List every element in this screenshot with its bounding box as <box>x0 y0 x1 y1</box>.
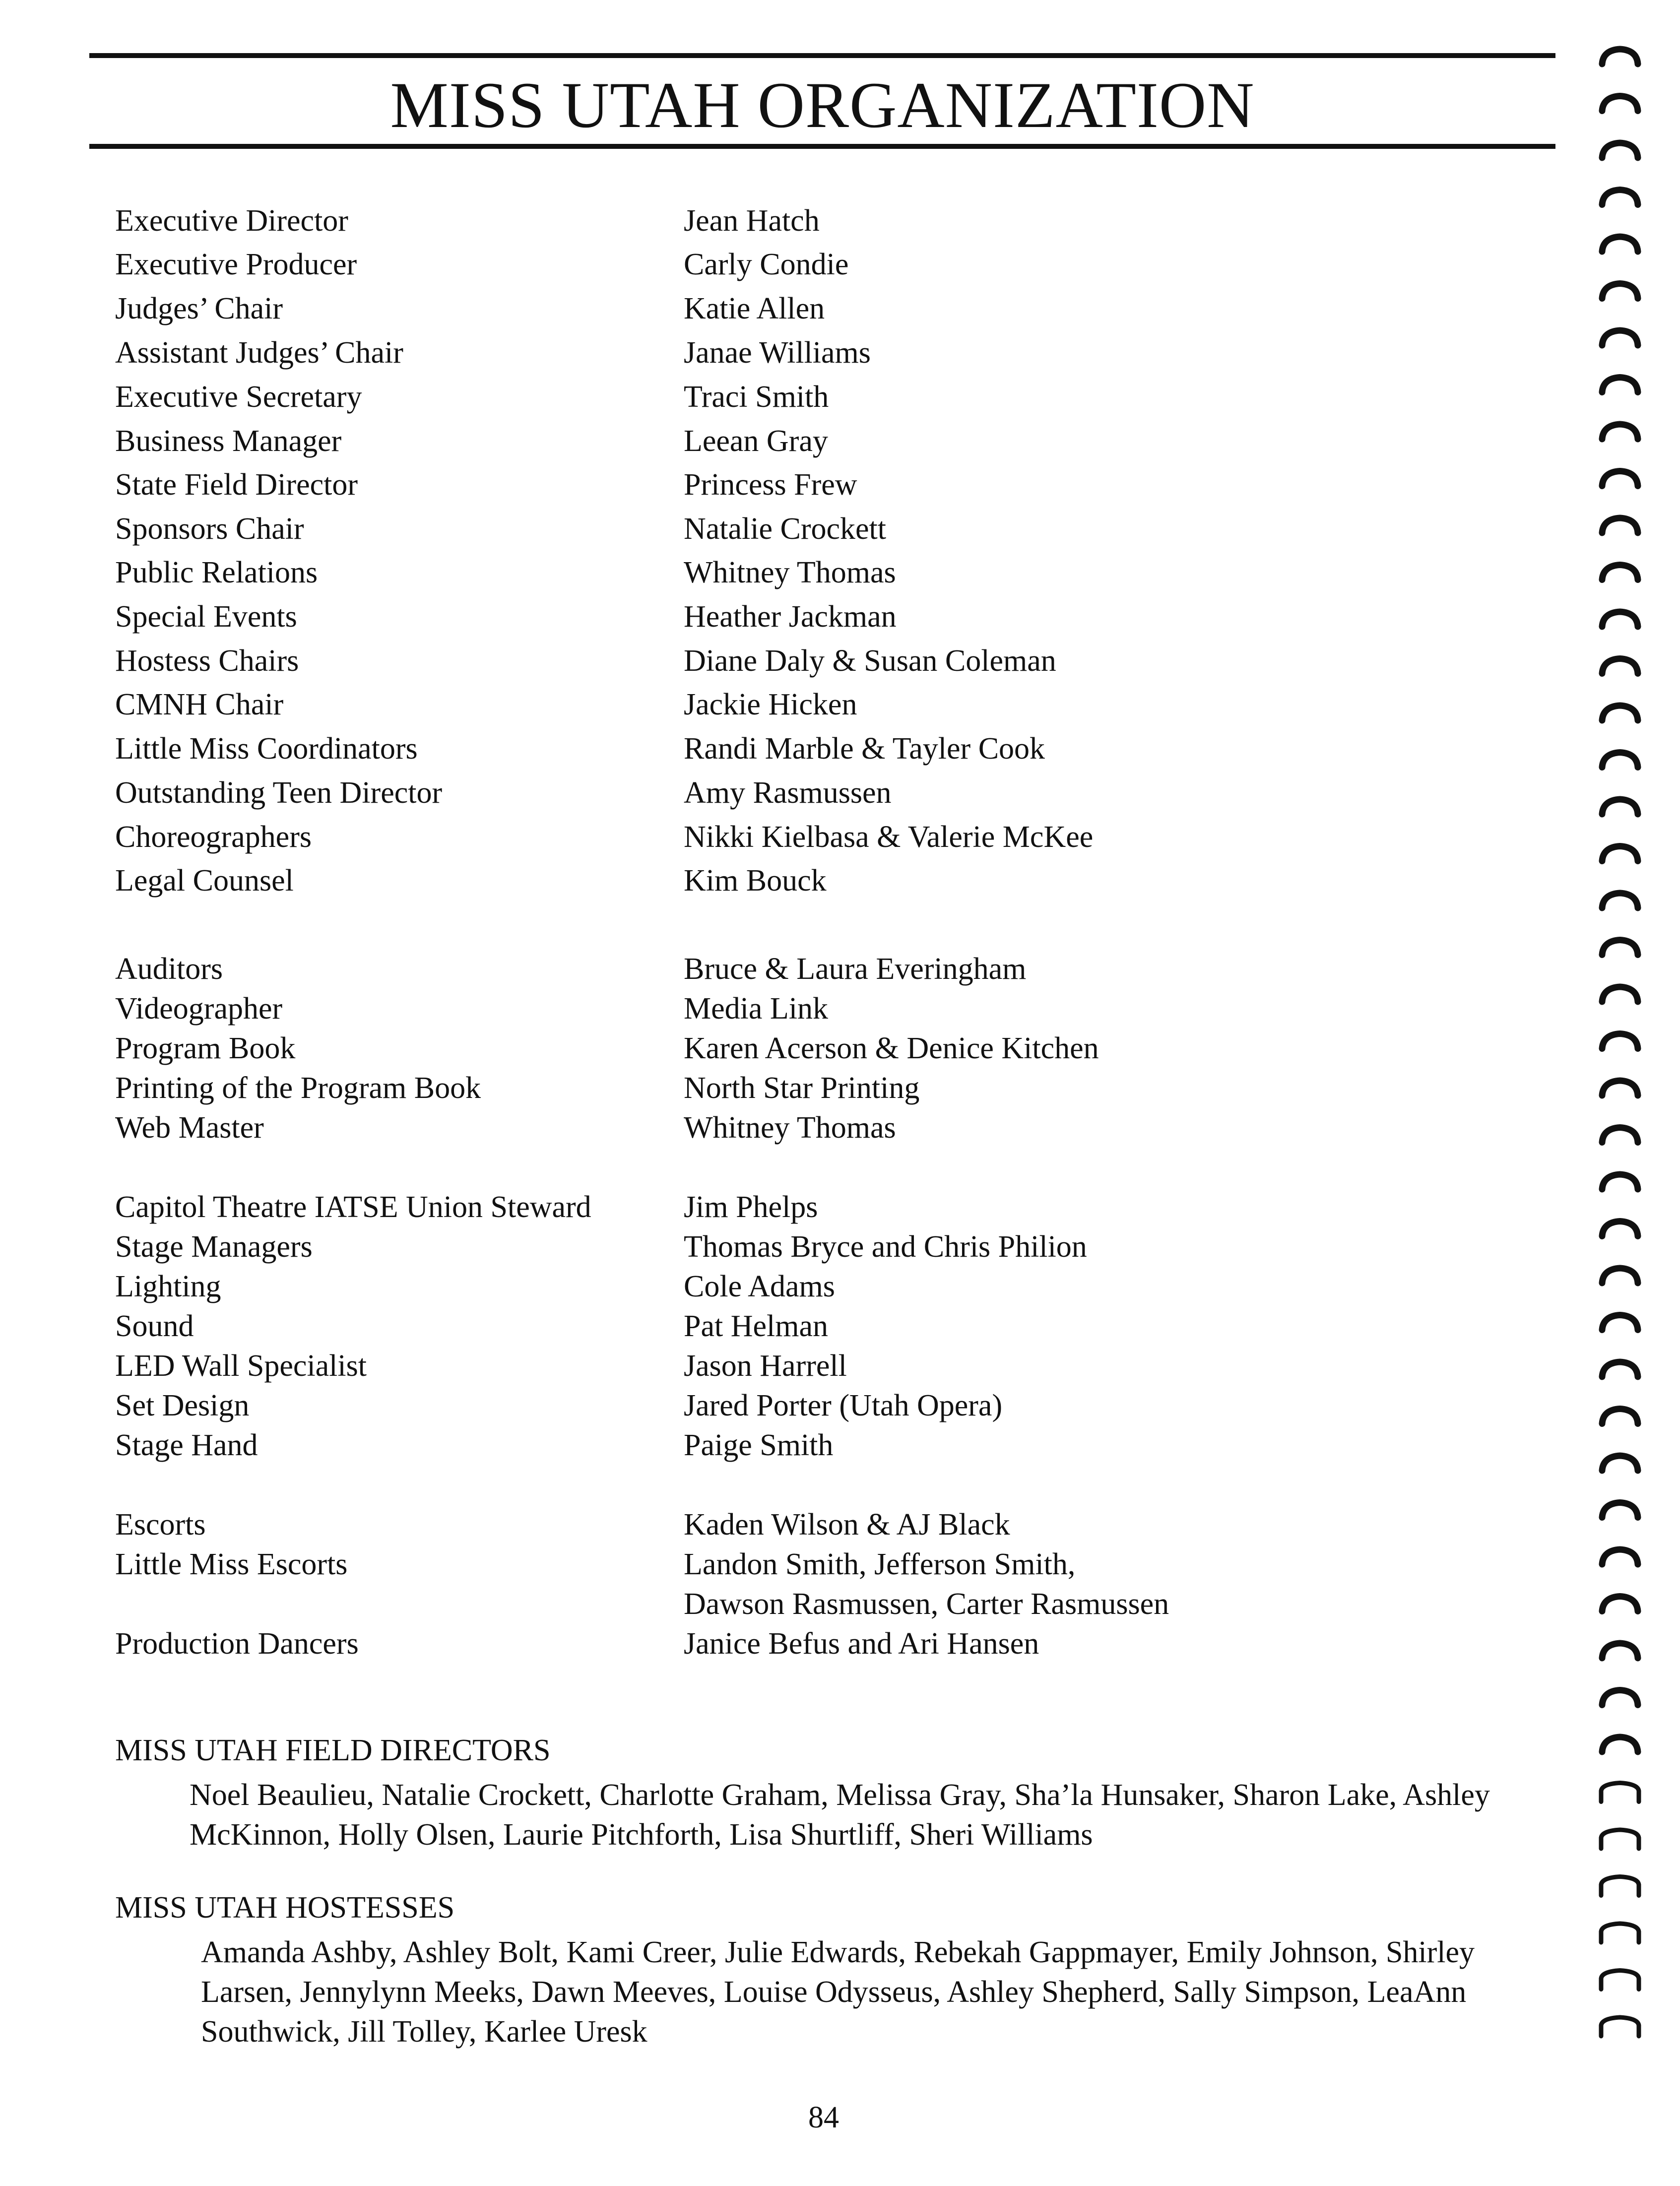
staff-name: Randi Marble & Tayler Cook <box>684 732 1045 766</box>
staff-name: Jared Porter (Utah Opera) <box>684 1389 1003 1422</box>
staff-name: Katie Allen <box>684 292 825 325</box>
binding-ring <box>1602 846 1638 861</box>
binding-ring <box>1602 706 1638 720</box>
binding-ring <box>1602 284 1638 299</box>
staff-name: Whitney Thomas <box>684 556 896 589</box>
staff-role: Lighting <box>115 1270 221 1303</box>
staff-role: Public Relations <box>115 556 318 589</box>
staff-name: Landon Smith, Jefferson Smith, <box>684 1547 1076 1581</box>
staff-name: Media Link <box>684 992 828 1026</box>
binding-ring <box>1601 1971 1639 1990</box>
staff-name: Dawson Rasmussen, Carter Rasmussen <box>684 1587 1169 1621</box>
staff-role: Assistant Judges’ Chair <box>115 336 403 370</box>
binding-ring <box>1602 799 1638 814</box>
staff-name: Traci Smith <box>684 380 829 414</box>
staff-name: Bruce & Laura Everingham <box>684 952 1027 986</box>
binding-ring <box>1602 424 1638 439</box>
staff-name: Jackie Hicken <box>684 688 857 721</box>
staff-role: Executive Secretary <box>115 380 362 414</box>
staff-name: Diane Daly & Susan Coleman <box>684 644 1056 678</box>
staff-role: Choreographers <box>115 820 312 854</box>
binding-ring <box>1602 1503 1638 1518</box>
binding-ring <box>1602 1737 1638 1752</box>
binding-ring <box>1602 1362 1638 1377</box>
staff-role: Printing of the Program Book <box>115 1071 481 1105</box>
staff-name: Princess Frew <box>684 468 857 502</box>
staff-name: Jim Phelps <box>684 1190 818 1224</box>
staff-name: Janae Williams <box>684 336 871 370</box>
binding-ring <box>1601 1924 1639 1942</box>
staff-name: Karen Acerson & Denice Kitchen <box>684 1031 1099 1065</box>
staff-role: Web Master <box>115 1111 264 1145</box>
title-rule-top <box>89 53 1555 58</box>
staff-role: CMNH Chair <box>115 688 284 721</box>
staff-name: Kim Bouck <box>684 864 827 898</box>
spiral-binding <box>1590 0 1650 2186</box>
page-title: MISS UTAH ORGANIZATION <box>390 68 1255 141</box>
staff-name: Whitney Thomas <box>684 1111 896 1145</box>
field-directors-names: Noel Beaulieu, Natalie Crockett, Charlotte Graham, Melissa Gray, Sha’la Hunsaker, Sharon Lake, Ashley McKinnon, Holly Olsen, Laurie Pitchforth, Lisa Shurtliff, Sheri Williams <box>190 1778 1490 1852</box>
staff-role: Production Dancers <box>115 1627 359 1661</box>
binding-ring <box>1602 1690 1638 1705</box>
staff-role: Hostess Chairs <box>115 644 299 678</box>
binding-ring <box>1601 1830 1639 1849</box>
binding-ring <box>1602 330 1638 345</box>
staff-role: Executive Producer <box>115 248 357 281</box>
staff-role: Escorts <box>115 1508 206 1542</box>
binding-ring <box>1602 1081 1638 1095</box>
binding-ring <box>1601 1783 1639 1802</box>
binding-ring <box>1602 1128 1638 1143</box>
staff-role: LED Wall Specialist <box>115 1349 367 1383</box>
binding-ring <box>1602 1409 1638 1424</box>
staff-role: Sound <box>115 1309 194 1343</box>
staff-role: Outstanding Teen Director <box>115 776 443 810</box>
binding-ring <box>1602 893 1638 908</box>
staff-name: Natalie Crockett <box>684 512 886 546</box>
title-rule-bottom <box>89 144 1555 149</box>
staff-role: Stage Managers <box>115 1230 313 1264</box>
binding-ring <box>1602 518 1638 533</box>
binding-ring <box>1602 96 1638 111</box>
staff-name: Thomas Bryce and Chris Philion <box>684 1230 1087 1264</box>
staff-name: Kaden Wilson & AJ Black <box>684 1508 1010 1542</box>
staff-name: North Star Printing <box>684 1071 920 1105</box>
page-number: 84 <box>808 2101 839 2134</box>
staff-role: State Field Director <box>115 468 358 502</box>
staff-role: Auditors <box>115 952 223 986</box>
staff-role: Sponsors Chair <box>115 512 304 546</box>
staff-role: Little Miss Coordinators <box>115 732 418 766</box>
staff-role: Business Manager <box>115 424 342 458</box>
staff-role: Legal Counsel <box>115 864 294 898</box>
binding-ring <box>1602 49 1638 64</box>
binding-ring <box>1602 190 1638 205</box>
binding-ring <box>1602 987 1638 1002</box>
staff-name: Pat Helman <box>684 1309 828 1343</box>
binding-ring <box>1602 940 1638 955</box>
binding-ring <box>1602 1597 1638 1611</box>
staff-role: Set Design <box>115 1389 250 1422</box>
binding-ring <box>1602 1549 1638 1564</box>
binding-ring <box>1602 471 1638 486</box>
staff-role: Stage Hand <box>115 1428 258 1462</box>
staff-role: Judges’ Chair <box>115 292 283 325</box>
binding-ring <box>1602 143 1638 158</box>
staff-name: Leean Gray <box>684 424 828 458</box>
binding-ring <box>1602 237 1638 252</box>
binding-ring <box>1602 1315 1638 1330</box>
staff-name: Amy Rasmussen <box>684 776 892 810</box>
binding-ring <box>1601 2017 1639 2036</box>
binding-ring <box>1602 659 1638 674</box>
hostesses-heading: MISS UTAH HOSTESSES <box>115 1891 455 1925</box>
staff-name: Nikki Kielbasa & Valerie McKee <box>684 820 1094 854</box>
binding-ring <box>1601 1877 1639 1896</box>
staff-role: Special Events <box>115 600 297 634</box>
binding-ring <box>1602 1643 1638 1658</box>
binding-ring <box>1602 1222 1638 1236</box>
binding-ring <box>1602 1268 1638 1283</box>
staff-name: Carly Condie <box>684 248 849 281</box>
staff-role: Executive Director <box>115 204 348 238</box>
binding-ring <box>1602 378 1638 392</box>
staff-name: Jason Harrell <box>684 1349 847 1383</box>
binding-ring <box>1602 1456 1638 1471</box>
hostesses-names: Amanda Ashby, Ashley Bolt, Kami Creer, Julie Edwards, Rebekah Gappmayer, Emily Johnson, Shirley Larsen, Jennylynn Meeks, Dawn Meeves, Louise Odysseus, Ashley Shepherd, Sally Simpson, LeaAnn Southwick, Jill Tolley, Karlee Uresk <box>201 1935 1475 2049</box>
staff-role: Capitol Theatre IATSE Union Steward <box>115 1190 591 1224</box>
binding-ring <box>1602 1174 1638 1189</box>
staff-role: Little Miss Escorts <box>115 1547 348 1581</box>
field-directors-heading: MISS UTAH FIELD DIRECTORS <box>115 1734 551 1767</box>
binding-ring <box>1602 753 1638 768</box>
binding-ring <box>1602 1034 1638 1049</box>
binding-ring <box>1602 565 1638 580</box>
staff-name: Jean Hatch <box>684 204 820 238</box>
staff-name: Paige Smith <box>684 1428 834 1462</box>
binding-ring <box>1602 612 1638 627</box>
staff-role: Program Book <box>115 1031 296 1065</box>
staff-name: Heather Jackman <box>684 600 897 634</box>
staff-name: Janice Befus and Ari Hansen <box>684 1627 1039 1661</box>
staff-role: Videographer <box>115 992 283 1026</box>
staff-name: Cole Adams <box>684 1270 835 1303</box>
